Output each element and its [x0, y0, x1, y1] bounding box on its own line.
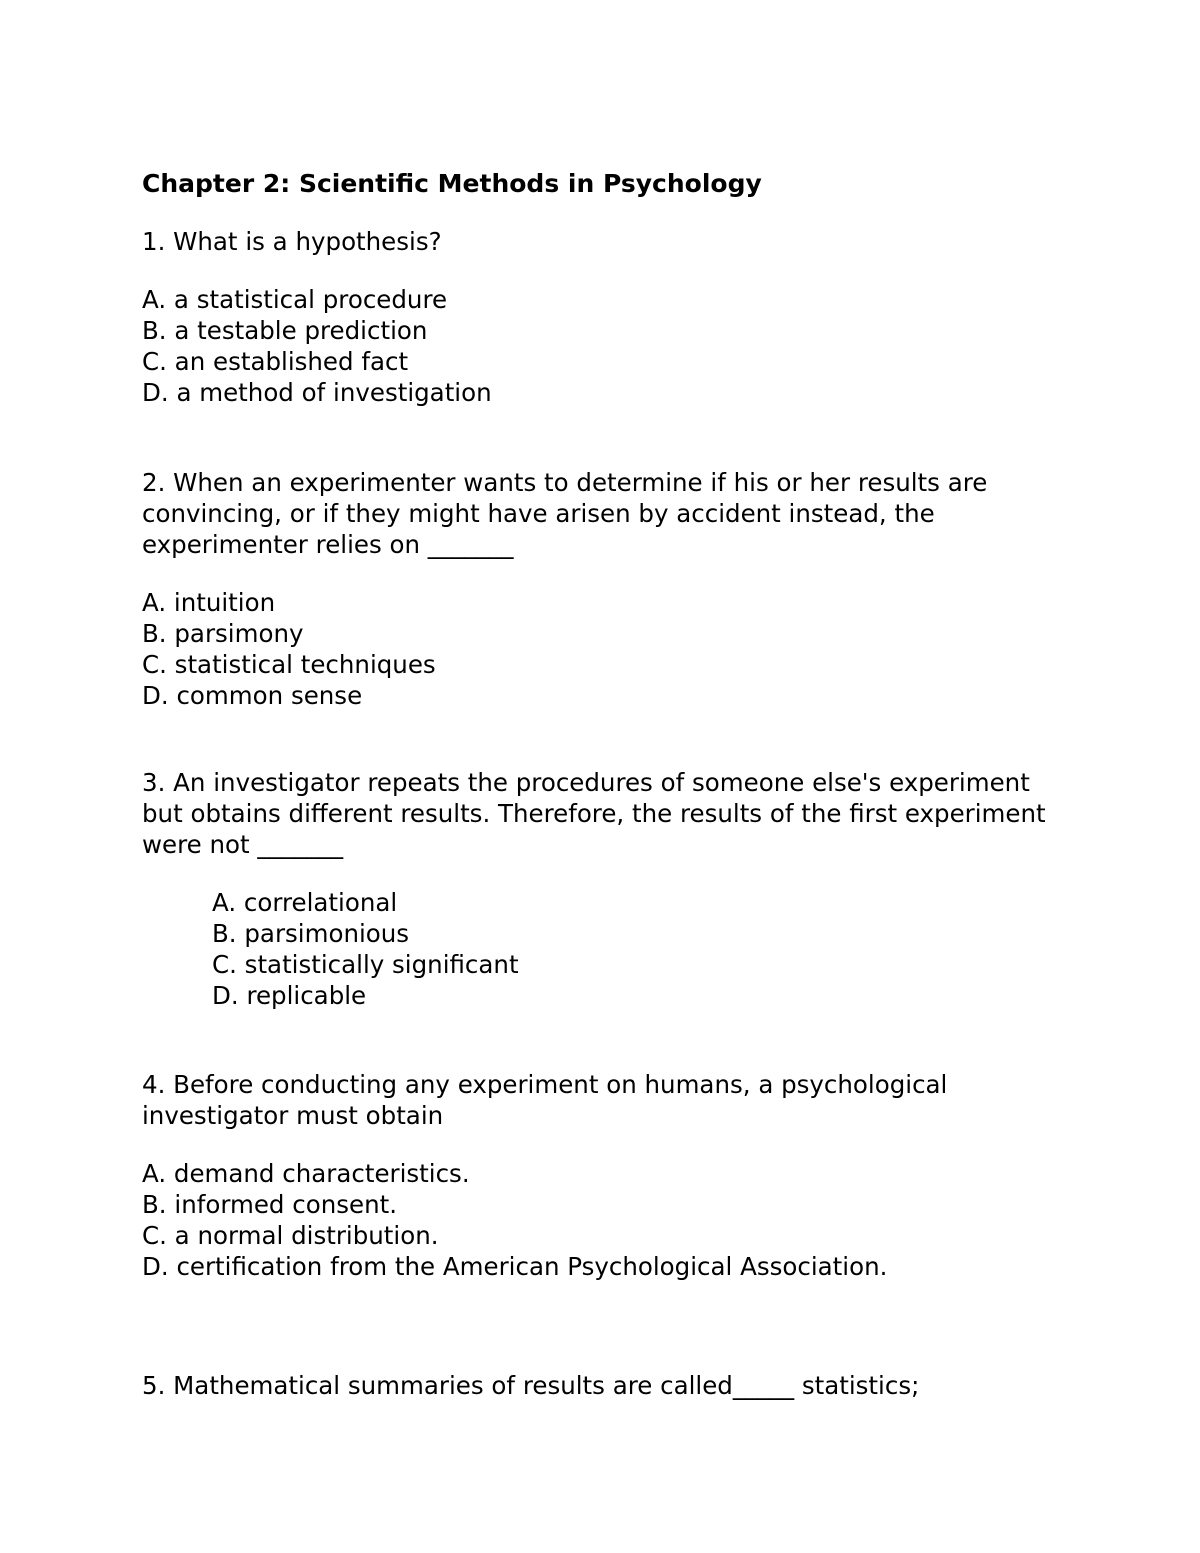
- answer-option-a: A. intuition: [142, 588, 276, 617]
- answer-option-a: A. correlational: [212, 888, 398, 917]
- question-stem: 1. What is a hypothesis?: [142, 227, 442, 256]
- question-2: [142, 467, 1072, 711]
- answer-option-b: B. parsimony: [142, 619, 304, 648]
- answer-options: [142, 284, 1072, 408]
- answer-option-a: A. demand characteristics.: [142, 1159, 470, 1188]
- question-stem: 5. Mathematical summaries of results are called_____ statistics;: [142, 1371, 920, 1400]
- answer-option-c: C. an established fact: [142, 347, 409, 376]
- question-stem: 2. When an experimenter wants to determine if his or her results are convincing, or if they might have arisen by accident instead, the experimenter relies on _______: [142, 468, 988, 559]
- answer-option-d: D. replicable: [212, 981, 367, 1010]
- question-5: [142, 1370, 1072, 1401]
- answer-option-d: D. a method of investigation: [142, 378, 492, 407]
- document-title: Chapter 2: Scientific Methods in Psychology: [142, 169, 762, 198]
- answer-option-b: B. informed consent.: [142, 1190, 398, 1219]
- answer-option-c: C. statistically significant: [212, 950, 519, 979]
- answer-options: [142, 1158, 1072, 1282]
- answer-option-a: A. a statistical procedure: [142, 285, 448, 314]
- question-1: [142, 226, 1072, 408]
- answer-options: [142, 587, 1072, 711]
- answer-options: [142, 887, 1072, 1011]
- question-stem: 3. An investigator repeats the procedures of someone else's experiment but obtains different results. Therefore, the results of the first experiment were not _______: [142, 768, 1046, 859]
- answer-option-b: B. a testable prediction: [142, 316, 428, 345]
- answer-option-c: C. statistical techniques: [142, 650, 436, 679]
- question-stem: 4. Before conducting any experiment on humans, a psychological investigator must obtain: [142, 1070, 948, 1130]
- answer-option-d: D. certification from the American Psychological Association.: [142, 1252, 888, 1281]
- answer-option-d: D. common sense: [142, 681, 363, 710]
- answer-option-c: C. a normal distribution.: [142, 1221, 439, 1250]
- answer-option-b: B. parsimonious: [212, 919, 410, 948]
- question-4: [142, 1069, 1072, 1282]
- question-3: [142, 767, 1072, 1011]
